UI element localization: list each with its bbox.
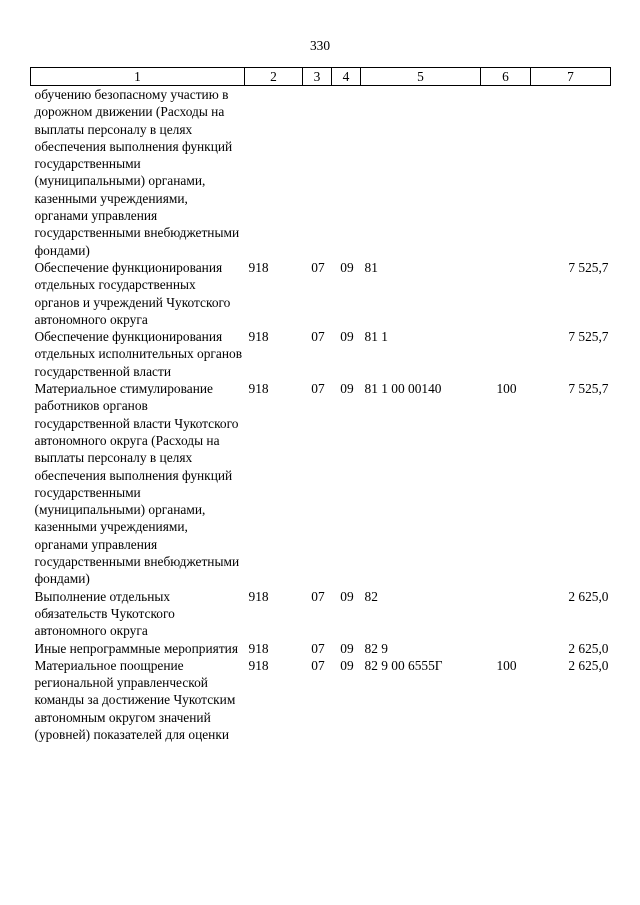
row-subsection: 09 — [340, 640, 354, 656]
column-number-row — [31, 68, 611, 86]
row-name: Обеспечение функционирования отдельных исполнительных органов государственной власти — [34, 329, 243, 379]
row-ministry: 918 — [248, 381, 269, 397]
row-amount: 7 525,7 — [568, 259, 609, 275]
row-subsection: 09 — [340, 329, 354, 345]
row-subsection: 09 — [340, 259, 354, 275]
row-expense-type: 100 — [496, 657, 517, 673]
row-name: обучению безопасному участию в дорожном движении (Расходы на выплаты персоналу в целях обеспечения выполнения функций государственными (муниципальными) органами, казенными учреждениями, органами управления государственными внебюджетными фондами) — [34, 87, 240, 258]
row-ministry: 918 — [248, 657, 269, 673]
row-section: 07 — [311, 381, 325, 397]
row-target-article: 81 1 00 00140 — [364, 381, 442, 397]
row-amount: 2 625,0 — [568, 657, 609, 673]
row-target-article: 82 — [364, 588, 378, 604]
row-target-article: 82 9 — [364, 640, 388, 656]
row-expense-type — [481, 259, 531, 328]
row-section: 07 — [311, 259, 325, 275]
row-subsection: 09 — [340, 657, 354, 673]
row-ministry: 918 — [248, 588, 269, 604]
row-name: Обеспечение функционирования отдельных государственных органов и учреждений Чукотского автономного округа — [34, 259, 231, 327]
row-section: 07 — [311, 588, 325, 604]
table-row — [31, 380, 611, 588]
budget-table — [30, 67, 611, 743]
row-name: Материальное стимулирование работников органов государственной власти Чукотского автономного округа (Расходы на выплаты персоналу в целях обеспечения выполнения функций государственными (муниципальными) органами, казенными учреждениями, органами управления государственными внебюджетными фондами) — [34, 381, 240, 587]
row-ministry — [245, 86, 303, 259]
row-name: Материальное поощрение региональной управленческой команды за достижение Чукотским автономным округом значений (уровней) показателей для оценки — [34, 657, 236, 742]
row-subsection: 09 — [340, 381, 354, 397]
row-expense-type: 100 — [496, 381, 517, 397]
row-amount: 7 525,7 — [568, 381, 609, 397]
column-header-5: 5 — [361, 68, 481, 86]
column-header-2: 2 — [245, 68, 303, 86]
page-number: 330 — [309, 38, 331, 53]
row-subsection — [332, 86, 361, 259]
row-target-article: 81 — [364, 259, 378, 275]
column-header-3: 3 — [303, 68, 332, 86]
row-ministry: 918 — [248, 259, 269, 275]
row-section: 07 — [311, 657, 325, 673]
row-ministry: 918 — [248, 640, 269, 656]
row-subsection: 09 — [340, 588, 354, 604]
row-name: Иные непрограммные мероприятия — [34, 640, 238, 656]
column-header-7: 7 — [531, 68, 611, 86]
column-header-6: 6 — [481, 68, 531, 86]
row-section: 07 — [311, 329, 325, 345]
row-amount: 2 625,0 — [568, 588, 609, 604]
table-row — [31, 588, 611, 640]
row-expense-type — [481, 328, 531, 380]
row-expense-type — [481, 640, 531, 657]
row-target-article: 82 9 00 6555Г — [364, 657, 443, 673]
row-ministry: 918 — [248, 329, 269, 345]
column-header-4: 4 — [332, 68, 361, 86]
table-row — [31, 86, 611, 259]
row-expense-type — [481, 86, 531, 259]
row-expense-type — [481, 588, 531, 640]
row-name: Выполнение отдельных обязательств Чукотского автономного округа — [34, 588, 175, 639]
column-header-1: 1 — [31, 68, 245, 86]
row-amount: 7 525,7 — [568, 329, 609, 345]
row-amount: 2 625,0 — [568, 640, 609, 656]
table-row — [31, 640, 611, 657]
row-amount — [531, 86, 611, 259]
row-target-article: 81 1 — [364, 329, 388, 345]
row-section: 07 — [311, 640, 325, 656]
row-target-article — [361, 86, 481, 259]
table-row — [31, 657, 611, 743]
table-row — [31, 259, 611, 328]
table-row — [31, 328, 611, 380]
row-section — [303, 86, 332, 259]
